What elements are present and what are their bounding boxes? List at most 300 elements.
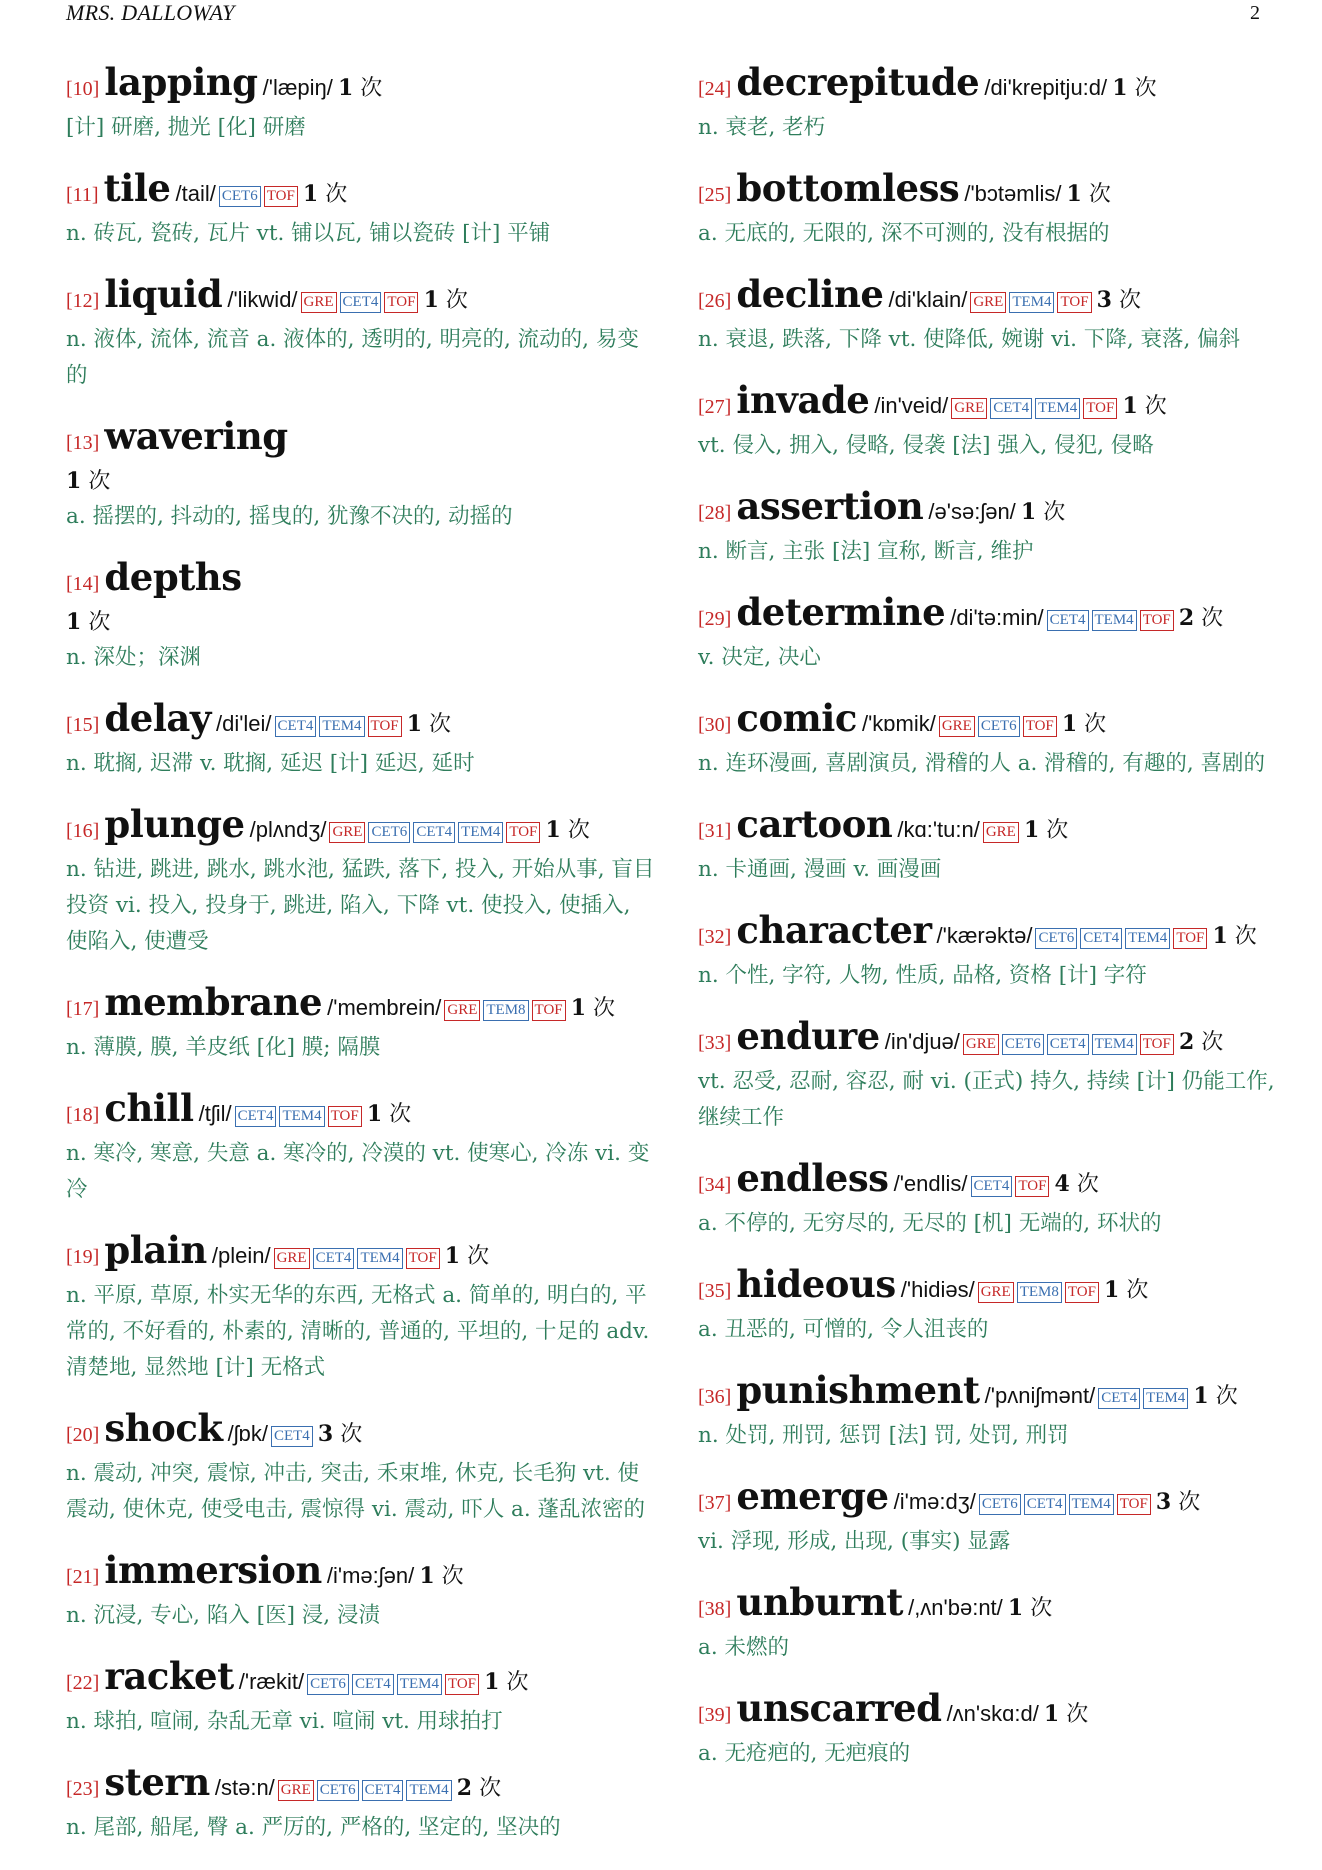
exam-tag: TEM4 bbox=[357, 1248, 402, 1269]
frequency-unit: 次 bbox=[1178, 1490, 1201, 1515]
definition: n. 尾部, 船尾, 臀 a. 严厉的, 严格的, 坚定的, 坚决的 bbox=[66, 1815, 561, 1840]
frequency-number: 1 bbox=[1122, 393, 1138, 419]
frequency-count bbox=[546, 818, 590, 843]
exam-tag: CET6 bbox=[219, 186, 261, 207]
headword: lapping bbox=[104, 60, 258, 104]
definition: a. 未燃的 bbox=[698, 1635, 789, 1660]
phonetic: /di'lei/ bbox=[215, 711, 272, 736]
headword: invade bbox=[736, 378, 870, 422]
entry-headline bbox=[66, 62, 656, 110]
frequency-number: 1 bbox=[1212, 923, 1228, 949]
frequency-number: 1 bbox=[66, 468, 82, 494]
definition: n. 个性, 字符, 人物, 性质, 品格, 资格 [计] 字符 bbox=[698, 963, 1147, 988]
definition: a. 无疮疤的, 无疤痕的 bbox=[698, 1741, 911, 1766]
entry-number: [35] bbox=[698, 1280, 732, 1302]
entry-headline bbox=[698, 592, 1288, 640]
exam-tag: GRE bbox=[983, 822, 1019, 843]
exam-tag: TOF bbox=[406, 1248, 440, 1269]
definition: n. 液体, 流体, 流音 a. 液体的, 透明的, 明亮的, 流动的, 易变的 bbox=[66, 327, 639, 388]
phonetic: /ə'sə:ʃən/ bbox=[928, 499, 1016, 524]
frequency-number: 1 bbox=[1112, 75, 1128, 101]
phonetic: /in'veid/ bbox=[874, 393, 949, 418]
definition: vi. 浮现, 形成, 出现, (事实) 显露 bbox=[698, 1529, 1011, 1554]
frequency-count bbox=[1055, 1172, 1099, 1197]
headword: plain bbox=[104, 1228, 207, 1272]
headword: racket bbox=[104, 1654, 234, 1698]
vocab-entry bbox=[698, 1688, 1288, 1772]
frequency-unit: 次 bbox=[506, 1670, 529, 1695]
vocab-entry bbox=[66, 1088, 656, 1208]
exam-tag: CET4 bbox=[1024, 1494, 1066, 1515]
exam-tag: GRE bbox=[951, 398, 987, 419]
phonetic: /'likwid/ bbox=[227, 287, 298, 312]
vocab-entry bbox=[66, 557, 656, 676]
entry-number: [36] bbox=[698, 1386, 732, 1408]
phonetic: /in'djuə/ bbox=[884, 1029, 960, 1054]
definition: vt. 忍受, 忍耐, 容忍, 耐 vi. (正式) 持久, 持续 [计] 仍能工作, 继续工作 bbox=[698, 1069, 1275, 1130]
frequency-count bbox=[419, 1564, 463, 1589]
frequency-number: 1 bbox=[1104, 1277, 1120, 1303]
frequency-unit: 次 bbox=[1234, 924, 1257, 949]
phonetic: /'kɒmik/ bbox=[861, 711, 936, 736]
headword: tile bbox=[103, 166, 171, 210]
exam-tag: TEM8 bbox=[1017, 1282, 1062, 1303]
exam-tag: TOF bbox=[1083, 398, 1117, 419]
definition: vt. 侵入, 拥入, 侵略, 侵袭 [法] 强入, 侵犯, 侵略 bbox=[698, 433, 1154, 458]
entry-number: [11] bbox=[66, 184, 99, 206]
headword: comic bbox=[736, 696, 857, 740]
vocab-entry bbox=[698, 1264, 1288, 1348]
vocab-entry bbox=[698, 1476, 1288, 1560]
frequency-number: 1 bbox=[1007, 1595, 1024, 1621]
frequency-number: 3 bbox=[1096, 287, 1112, 313]
exam-tag: GRE bbox=[329, 822, 365, 843]
frequency-unit: 次 bbox=[1201, 606, 1224, 631]
vocab-entry bbox=[698, 1370, 1288, 1454]
frequency-unit: 次 bbox=[429, 712, 452, 737]
phonetic: /tail/ bbox=[175, 181, 216, 206]
frequency-count bbox=[1008, 1596, 1052, 1621]
entry-headline bbox=[698, 1476, 1288, 1524]
entry-number: [32] bbox=[698, 926, 732, 948]
definition: n. 寒冷, 寒意, 失意 a. 寒冷的, 冷漠的 vt. 使寒心, 冷冻 vi. 变冷 bbox=[66, 1141, 650, 1202]
definition: n. 钻进, 跳进, 跳水, 跳水池, 猛跌, 落下, 投入, 开始从事, 盲目投资 vi. 投入, 投身于, 跳进, 陷入, 下降 vt. 使投入, 使插入, 使陷入, 使遭受 bbox=[66, 857, 655, 954]
definition: n. 震动, 冲突, 震惊, 冲击, 突击, 禾束堆, 休克, 长毛狗 vt. 使震动, 使休克, 使受电击, 震惊得 vi. 震动, 吓人 a. 蓬乱浓密的 bbox=[66, 1461, 646, 1522]
headword: unscarred bbox=[736, 1686, 942, 1730]
frequency-count bbox=[1104, 1278, 1148, 1303]
vocab-entry bbox=[66, 62, 656, 146]
headword: depths bbox=[104, 555, 242, 599]
exam-tag: CET6 bbox=[1035, 928, 1077, 949]
phonetic: /,ʌn'bə:nt/ bbox=[908, 1595, 1003, 1620]
frequency-count bbox=[1097, 288, 1141, 313]
definition: n. 衰退, 跌落, 下降 vt. 使降低, 婉谢 vi. 下降, 衰落, 偏斜 bbox=[698, 327, 1241, 352]
phonetic: /ʌn'skɑ:d/ bbox=[946, 1701, 1039, 1726]
frequency-unit: 次 bbox=[1088, 182, 1111, 207]
exam-tag: CET4 bbox=[362, 1780, 404, 1801]
definition: [计] 研磨, 抛光 [化] 研磨 bbox=[66, 115, 306, 140]
frequency-line bbox=[66, 464, 656, 499]
headword: unburnt bbox=[736, 1580, 903, 1624]
phonetic: /di'tə:min/ bbox=[950, 605, 1044, 630]
frequency-count bbox=[457, 1776, 501, 1801]
definition: n. 耽搁, 迟滞 v. 耽搁, 延迟 [计] 延迟, 延时 bbox=[66, 751, 475, 776]
frequency-number: 1 bbox=[1193, 1383, 1209, 1409]
phonetic: /'rækit/ bbox=[238, 1669, 305, 1694]
vocab-entry bbox=[66, 1656, 656, 1740]
frequency-unit: 次 bbox=[1134, 76, 1157, 101]
definition: n. 衰老, 老朽 bbox=[698, 115, 826, 140]
exam-tag: TEM4 bbox=[1092, 1034, 1137, 1055]
frequency-unit: 次 bbox=[1201, 1030, 1224, 1055]
entry-number: [19] bbox=[66, 1246, 100, 1268]
exam-tag: CET6 bbox=[1002, 1034, 1044, 1055]
vocab-entry bbox=[66, 982, 656, 1066]
exam-tag: CET4 bbox=[352, 1674, 394, 1695]
frequency-number: 2 bbox=[1178, 1029, 1195, 1055]
frequency-count bbox=[484, 1670, 528, 1695]
entry-headline bbox=[698, 380, 1288, 428]
frequency-number: 1 bbox=[1061, 711, 1078, 737]
entry-number: [20] bbox=[66, 1424, 100, 1446]
frequency-count bbox=[318, 1422, 362, 1447]
vocab-entry bbox=[698, 910, 1288, 994]
frequency-unit: 次 bbox=[1046, 818, 1069, 843]
entry-number: [13] bbox=[66, 432, 100, 454]
definition: a. 不停的, 无穷尽的, 无尽的 [机] 无端的, 环状的 bbox=[698, 1211, 1162, 1236]
exam-tag: TEM8 bbox=[483, 1000, 528, 1021]
phonetic: /'pʌniʃmənt/ bbox=[984, 1383, 1096, 1408]
vocab-entry bbox=[698, 1016, 1288, 1136]
exam-tag: CET6 bbox=[368, 822, 410, 843]
frequency-number: 1 bbox=[1020, 499, 1037, 525]
definition: n. 断言, 主张 [法] 宣称, 断言, 维护 bbox=[698, 539, 1034, 564]
headword: shock bbox=[104, 1406, 223, 1450]
frequency-unit: 次 bbox=[467, 1244, 490, 1269]
exam-tag: GRE bbox=[301, 292, 337, 313]
phonetic: /i'mə:ʃən/ bbox=[326, 1563, 415, 1588]
vocab-entry bbox=[698, 698, 1288, 782]
exam-tag: TOF bbox=[1057, 292, 1091, 313]
exam-tag: CET4 bbox=[413, 822, 455, 843]
frequency-number: 1 bbox=[1043, 1701, 1060, 1727]
exam-tag: TOF bbox=[1140, 1034, 1174, 1055]
frequency-number: 1 bbox=[545, 817, 561, 843]
exam-tag: TOF bbox=[1015, 1176, 1049, 1197]
frequency-count bbox=[367, 1102, 411, 1127]
headword: character bbox=[736, 908, 932, 952]
exam-tag: GRE bbox=[274, 1248, 310, 1269]
entry-number: [22] bbox=[66, 1672, 100, 1694]
frequency-unit: 次 bbox=[360, 76, 383, 101]
entry-headline bbox=[66, 274, 656, 322]
exam-tag: CET4 bbox=[313, 1248, 355, 1269]
entry-headline bbox=[698, 1264, 1288, 1312]
frequency-count bbox=[66, 610, 110, 635]
frequency-count bbox=[571, 996, 615, 1021]
frequency-count bbox=[1212, 924, 1256, 949]
phonetic: /'endlis/ bbox=[893, 1171, 968, 1196]
frequency-number: 1 bbox=[406, 711, 423, 737]
phonetic: /ʃɒk/ bbox=[227, 1421, 268, 1446]
exam-tag: TEM4 bbox=[1143, 1388, 1188, 1409]
exam-tag: CET4 bbox=[340, 292, 382, 313]
frequency-unit: 次 bbox=[441, 1564, 464, 1589]
vocab-entry bbox=[66, 168, 656, 252]
frequency-number: 1 bbox=[484, 1669, 500, 1695]
exam-tag: TEM4 bbox=[279, 1106, 324, 1127]
exam-tag: CET4 bbox=[1047, 610, 1089, 631]
vocab-entry bbox=[66, 698, 656, 782]
phonetic: /plʌndʒ/ bbox=[249, 817, 327, 842]
headword: punishment bbox=[736, 1368, 980, 1412]
frequency-unit: 次 bbox=[593, 996, 616, 1021]
entry-headline bbox=[698, 168, 1288, 216]
entry-headline bbox=[66, 1088, 656, 1136]
vocab-entry bbox=[66, 1230, 656, 1386]
frequency-unit: 次 bbox=[325, 182, 348, 207]
entry-number: [15] bbox=[66, 714, 100, 736]
exam-tag: CET4 bbox=[271, 1426, 313, 1447]
headword: bottomless bbox=[736, 166, 960, 210]
entry-headline bbox=[66, 1762, 656, 1810]
phonetic: /di'klain/ bbox=[888, 287, 968, 312]
definition: n. 深处；深渊 bbox=[66, 645, 202, 670]
headword: immersion bbox=[104, 1548, 322, 1592]
frequency-count bbox=[424, 288, 468, 313]
frequency-number: 1 bbox=[1023, 817, 1040, 843]
frequency-number: 2 bbox=[456, 1775, 473, 1801]
headword: decrepitude bbox=[736, 60, 980, 104]
frequency-count bbox=[303, 182, 347, 207]
headword: stern bbox=[104, 1760, 210, 1804]
exam-tag: TOF bbox=[368, 716, 402, 737]
headword: liquid bbox=[104, 272, 223, 316]
vocab-entry bbox=[66, 1762, 656, 1846]
entry-headline bbox=[66, 804, 656, 852]
frequency-number: 1 bbox=[366, 1101, 383, 1127]
definition: n. 沉浸, 专心, 陷入 [医] 浸, 浸渍 bbox=[66, 1603, 380, 1628]
frequency-unit: 次 bbox=[567, 818, 590, 843]
frequency-unit: 次 bbox=[1144, 394, 1167, 419]
vocab-entry bbox=[66, 1408, 656, 1528]
book-title: MRS. DALLOWAY bbox=[66, 0, 235, 25]
exam-tag: TEM4 bbox=[406, 1780, 451, 1801]
vocab-entry bbox=[698, 1582, 1288, 1666]
frequency-unit: 次 bbox=[1084, 712, 1107, 737]
headword: assertion bbox=[736, 484, 924, 528]
headword: endless bbox=[736, 1156, 889, 1200]
entry-number: [34] bbox=[698, 1174, 732, 1196]
entry-number: [23] bbox=[66, 1778, 100, 1800]
exam-tag: CET4 bbox=[1098, 1388, 1140, 1409]
entry-headline bbox=[698, 804, 1288, 852]
phonetic: /'læpiŋ/ bbox=[262, 75, 333, 100]
definition: a. 无底的, 无限的, 深不可测的, 没有根据的 bbox=[698, 221, 1110, 246]
definition: n. 砖瓦, 瓷砖, 瓦片 vt. 铺以瓦, 铺以瓷砖 [计] 平铺 bbox=[66, 221, 551, 246]
frequency-count bbox=[1156, 1490, 1200, 1515]
entry-headline bbox=[66, 1230, 656, 1278]
exam-tag: CET4 bbox=[990, 398, 1032, 419]
exam-tag: TOF bbox=[445, 1674, 479, 1695]
entry-headline bbox=[698, 1016, 1288, 1064]
frequency-unit: 次 bbox=[1215, 1384, 1238, 1409]
entry-headline bbox=[698, 1158, 1288, 1206]
frequency-count bbox=[1044, 1702, 1088, 1727]
phonetic: /'membrein/ bbox=[327, 995, 442, 1020]
frequency-count bbox=[1179, 1030, 1223, 1055]
entry-number: [26] bbox=[698, 290, 732, 312]
frequency-number: 1 bbox=[1066, 181, 1082, 207]
exam-tag: TEM4 bbox=[1009, 292, 1054, 313]
left-column bbox=[66, 62, 656, 1868]
headword: determine bbox=[736, 590, 946, 634]
headword: emerge bbox=[736, 1474, 889, 1518]
exam-tag: CET4 bbox=[235, 1106, 277, 1127]
vocab-entry bbox=[698, 380, 1288, 464]
phonetic: /'kærəktə/ bbox=[936, 923, 1033, 948]
entry-headline bbox=[698, 698, 1288, 746]
phonetic: /plein/ bbox=[211, 1243, 271, 1268]
frequency-count bbox=[1193, 1384, 1237, 1409]
frequency-unit: 次 bbox=[1066, 1702, 1089, 1727]
exam-tag: TOF bbox=[1140, 610, 1174, 631]
frequency-unit: 次 bbox=[389, 1102, 412, 1127]
definition: n. 处罚, 刑罚, 惩罚 [法] 罚, 处罚, 刑罚 bbox=[698, 1423, 1069, 1448]
frequency-unit: 次 bbox=[88, 610, 111, 635]
entry-number: [28] bbox=[698, 502, 732, 524]
page-number: 2 bbox=[1250, 2, 1260, 24]
entry-number: [29] bbox=[698, 608, 732, 630]
frequency-number: 3 bbox=[1155, 1489, 1172, 1515]
entry-headline bbox=[698, 274, 1288, 322]
frequency-count bbox=[338, 76, 382, 101]
phonetic: /i'mə:dʒ/ bbox=[893, 1489, 976, 1514]
entry-headline bbox=[698, 1688, 1288, 1736]
frequency-number: 1 bbox=[66, 609, 82, 635]
exam-tag: TOF bbox=[384, 292, 418, 313]
exam-tag: CET6 bbox=[979, 1494, 1021, 1515]
entry-number: [17] bbox=[66, 998, 100, 1020]
exam-tag: TOF bbox=[506, 822, 540, 843]
entry-headline bbox=[66, 982, 656, 1030]
definition: n. 平原, 草原, 朴实无华的东西, 无格式 a. 简单的, 明白的, 平常的, 不好看的, 朴素的, 清晰的, 普通的, 平坦的, 十足的 adv. 清楚地, 显然地 [计] 无格式 bbox=[66, 1283, 650, 1380]
frequency-unit: 次 bbox=[1118, 288, 1141, 313]
entry-number: [25] bbox=[698, 184, 732, 206]
entry-headline bbox=[66, 416, 656, 464]
frequency-number: 1 bbox=[423, 287, 439, 313]
frequency-count bbox=[1021, 500, 1065, 525]
frequency-unit: 次 bbox=[1043, 500, 1066, 525]
exam-tag: TOF bbox=[1117, 1494, 1151, 1515]
entry-number: [37] bbox=[698, 1492, 732, 1514]
frequency-count bbox=[1179, 606, 1223, 631]
headword: plunge bbox=[104, 802, 245, 846]
entry-number: [21] bbox=[66, 1566, 100, 1588]
frequency-number: 4 bbox=[1054, 1171, 1070, 1197]
frequency-number: 1 bbox=[444, 1243, 461, 1269]
entry-headline bbox=[66, 1408, 656, 1456]
vocab-entry bbox=[66, 416, 656, 535]
frequency-number: 1 bbox=[570, 995, 587, 1021]
phonetic: /di'krepitju:d/ bbox=[984, 75, 1108, 100]
exam-tag: TOF bbox=[1173, 928, 1207, 949]
frequency-number: 1 bbox=[419, 1563, 435, 1589]
entry-number: [39] bbox=[698, 1704, 732, 1726]
frequency-count bbox=[1024, 818, 1068, 843]
headword: hideous bbox=[736, 1262, 896, 1306]
entry-number: [30] bbox=[698, 714, 732, 736]
entry-headline bbox=[66, 1550, 656, 1598]
headword: delay bbox=[104, 696, 211, 740]
headword: chill bbox=[104, 1086, 194, 1130]
vocab-entry bbox=[698, 592, 1288, 676]
definition: a. 丑恶的, 可憎的, 令人沮丧的 bbox=[698, 1317, 989, 1342]
frequency-unit: 次 bbox=[1076, 1172, 1099, 1197]
headword: endure bbox=[736, 1014, 880, 1058]
entry-headline bbox=[698, 910, 1288, 958]
exam-tag: TOF bbox=[328, 1106, 362, 1127]
vocab-entry bbox=[698, 1158, 1288, 1242]
headword: decline bbox=[736, 272, 884, 316]
exam-tag: GRE bbox=[278, 1780, 314, 1801]
definition: a. 摇摆的, 抖动的, 摇曳的, 犹豫不决的, 动摇的 bbox=[66, 504, 513, 529]
frequency-unit: 次 bbox=[1126, 1278, 1149, 1303]
entry-number: [27] bbox=[698, 396, 732, 418]
frequency-number: 1 bbox=[302, 181, 319, 207]
vocab-entry bbox=[66, 804, 656, 960]
headword: membrane bbox=[104, 980, 323, 1024]
exam-tag: TOF bbox=[1023, 716, 1057, 737]
frequency-count bbox=[1112, 76, 1156, 101]
definition: n. 薄膜, 膜, 羊皮纸 [化] 膜; 隔膜 bbox=[66, 1035, 381, 1060]
definition: v. 决定, 决心 bbox=[698, 645, 821, 670]
exam-tag: TOF bbox=[532, 1000, 566, 1021]
definition: n. 球拍, 喧闹, 杂乱无章 vi. 喧闹 vt. 用球拍打 bbox=[66, 1709, 503, 1734]
exam-tag: GRE bbox=[970, 292, 1006, 313]
exam-tag: GRE bbox=[444, 1000, 480, 1021]
phonetic: /'hidiəs/ bbox=[900, 1277, 975, 1302]
phonetic: /kɑ:'tu:n/ bbox=[897, 817, 980, 842]
frequency-number: 1 bbox=[337, 75, 354, 101]
exam-tag: TOF bbox=[264, 186, 298, 207]
vocab-entry bbox=[698, 486, 1288, 570]
entry-headline bbox=[698, 486, 1288, 534]
exam-tag: CET6 bbox=[978, 716, 1020, 737]
frequency-count bbox=[1067, 182, 1111, 207]
entry-number: [33] bbox=[698, 1032, 732, 1054]
entry-number: [14] bbox=[66, 573, 100, 595]
exam-tag: CET4 bbox=[275, 716, 317, 737]
exam-tag: TEM4 bbox=[1125, 928, 1170, 949]
exam-tag: CET4 bbox=[1080, 928, 1122, 949]
headword: cartoon bbox=[736, 802, 893, 846]
exam-tag: CET6 bbox=[317, 1780, 359, 1801]
entry-number: [38] bbox=[698, 1598, 732, 1620]
frequency-unit: 次 bbox=[479, 1776, 502, 1801]
exam-tag: GRE bbox=[939, 716, 975, 737]
exam-tag: TOF bbox=[1065, 1282, 1099, 1303]
entry-number: [16] bbox=[66, 820, 100, 842]
definition: n. 连环漫画, 喜剧演员, 滑稽的人 a. 滑稽的, 有趣的, 喜剧的 bbox=[698, 751, 1266, 776]
exam-tag: TEM4 bbox=[397, 1674, 442, 1695]
right-column bbox=[698, 62, 1288, 1794]
entry-number: [10] bbox=[66, 78, 100, 100]
frequency-count bbox=[66, 469, 110, 494]
vocab-entry bbox=[698, 168, 1288, 252]
exam-tag: TEM4 bbox=[1069, 1494, 1114, 1515]
exam-tag: TEM4 bbox=[458, 822, 503, 843]
